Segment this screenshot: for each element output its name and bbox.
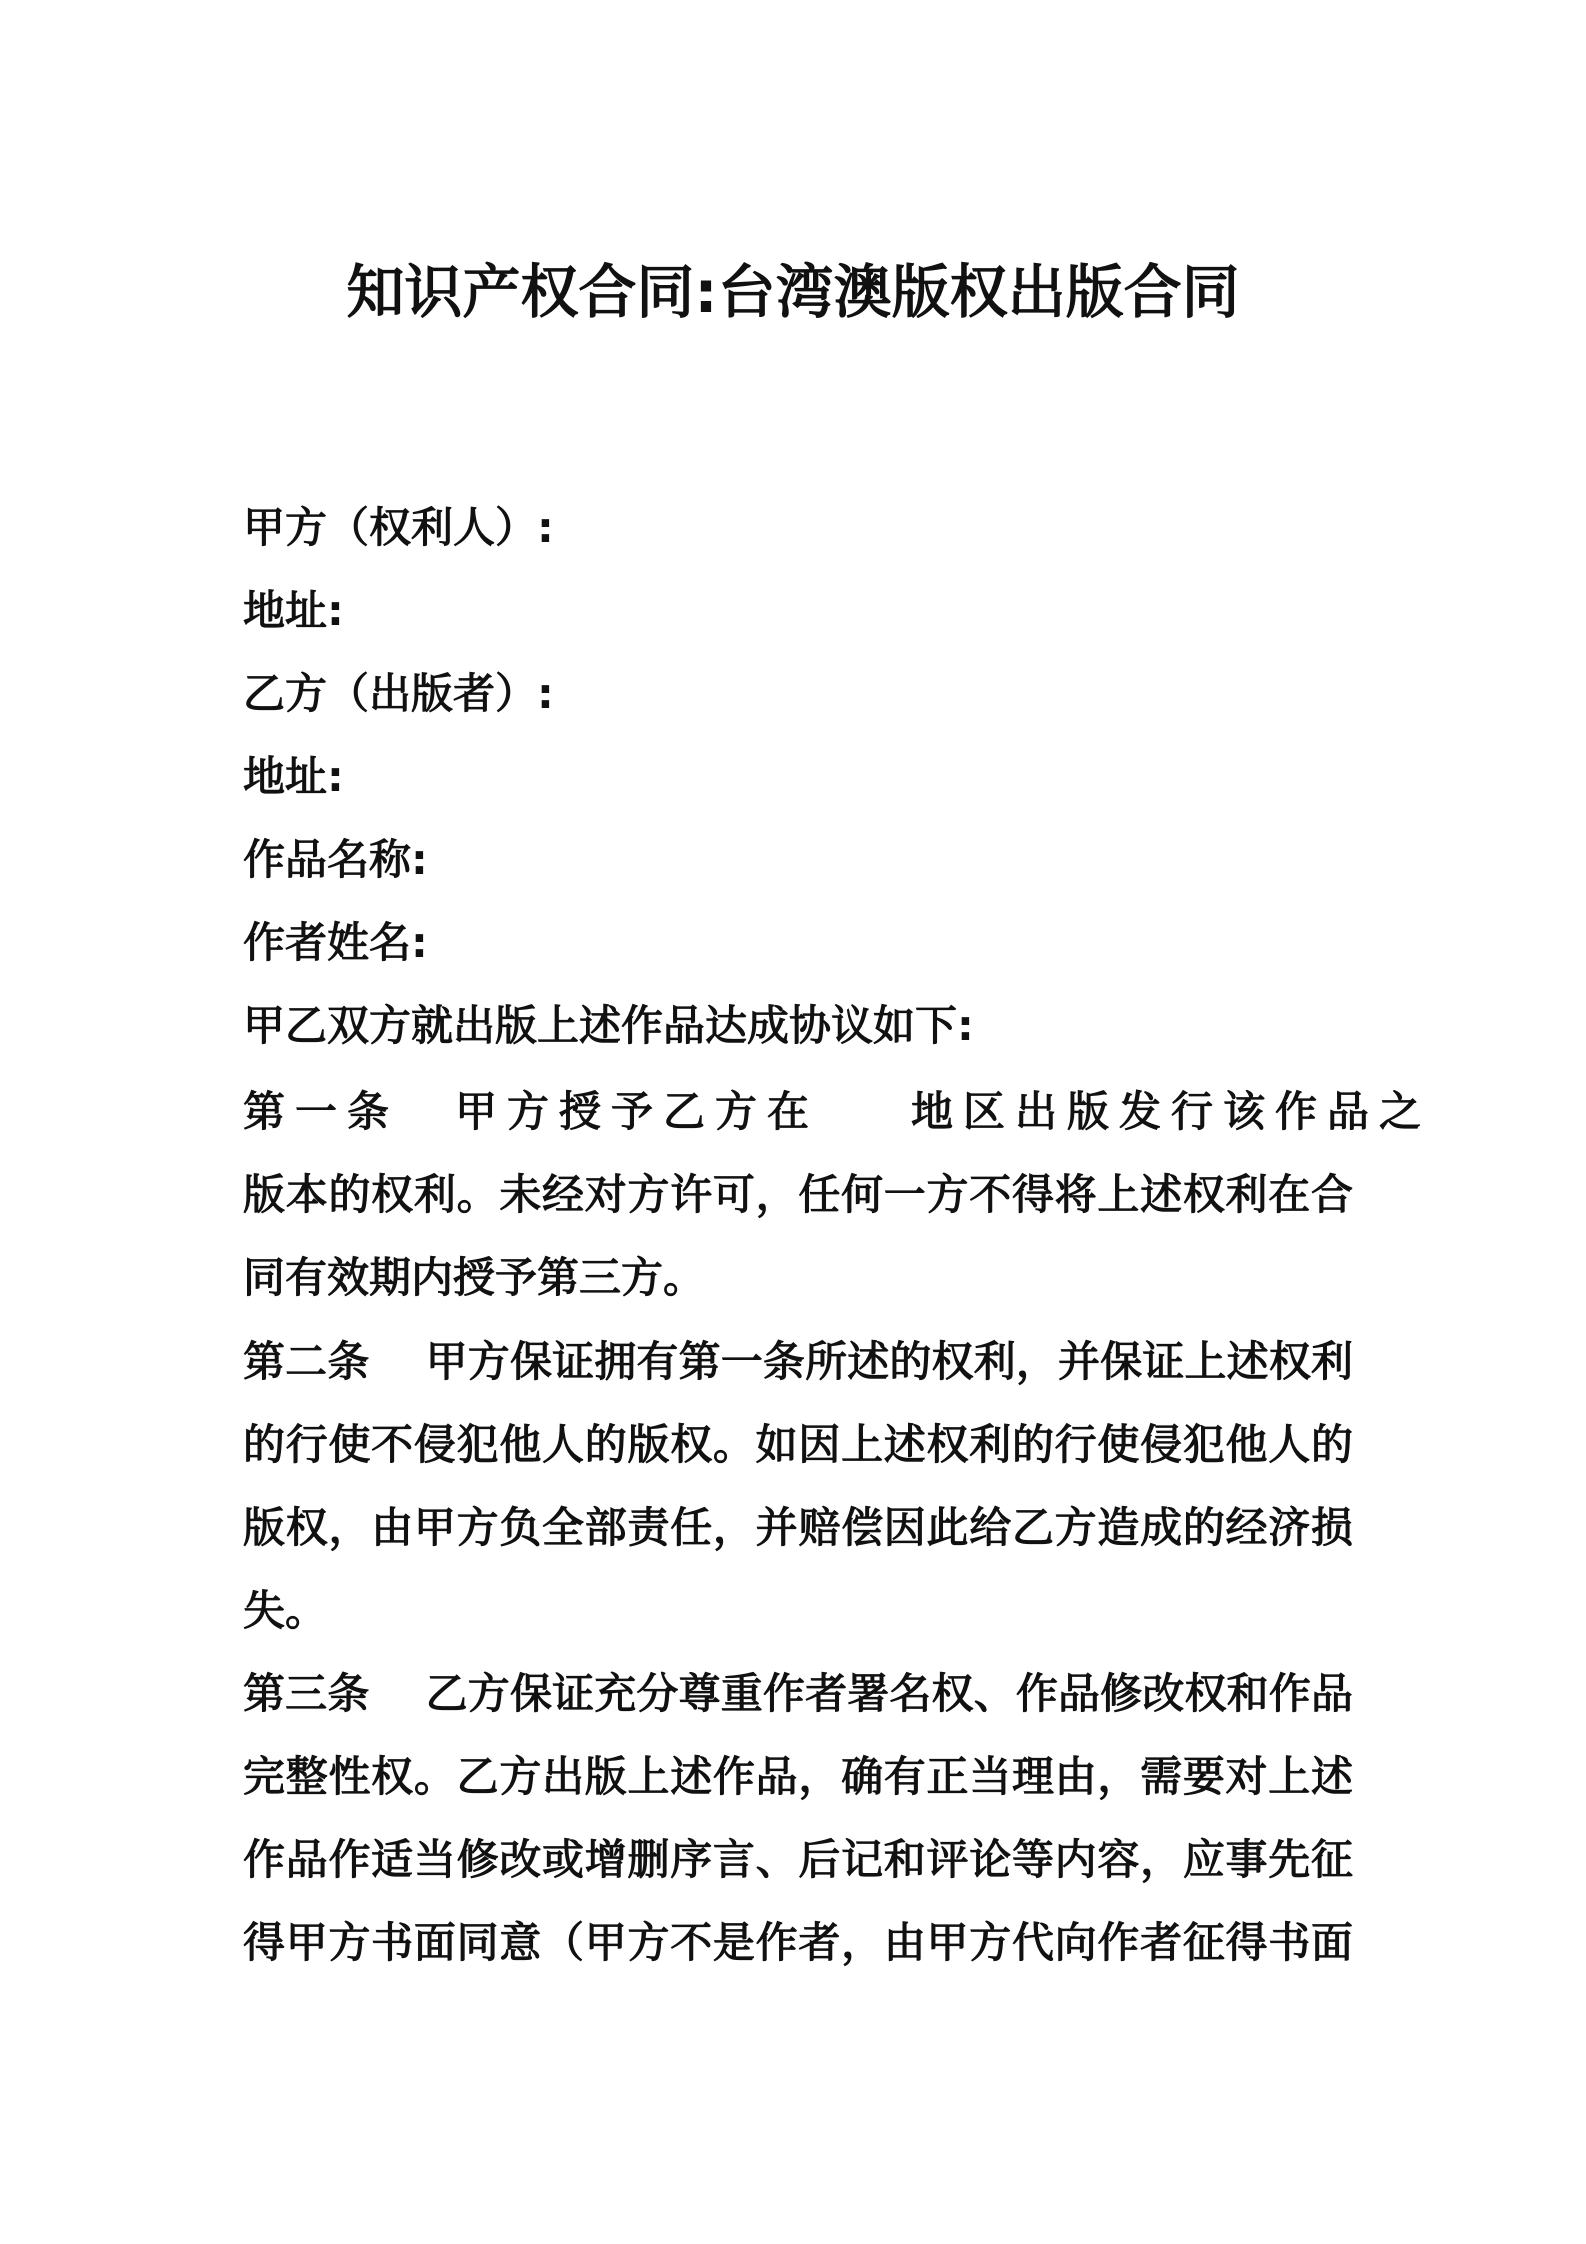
- article-2: [243, 1320, 1353, 1652]
- article-2-line-1: [243, 1320, 1353, 1403]
- article-3-line-1: [243, 1652, 1353, 1735]
- article-1-text-b: 地区出版发行该作品之: [911, 1087, 1432, 1136]
- article-3-text-1: 乙方保证充分尊重作者署名权、作品修改权和作品: [425, 1669, 1353, 1718]
- field-party-b: 乙方（出版者）:: [243, 669, 554, 718]
- article-3: [243, 1652, 1353, 1984]
- article-1-text-a: 甲方授予乙方在: [455, 1087, 820, 1136]
- article-2-line-4: 失。: [243, 1586, 328, 1635]
- field-party-b-address: 地址:: [243, 752, 344, 801]
- article-1-line-3: 同有效期内授予第三方。: [243, 1253, 706, 1302]
- article-1: [243, 1070, 1432, 1319]
- article-1-line-2: 版本的权利。未经对方许可，任何一方不得将上述权利在合: [243, 1170, 1353, 1219]
- article-2-text-1: 甲方保证拥有第一条所述的权利，并保证上述权利: [425, 1337, 1353, 1386]
- agreement-intro: 甲乙双方就出版上述作品达成协议如下:: [243, 1001, 974, 1050]
- article-3-line-2: 完整性权。乙方出版上述作品，确有正当理由，需要对上述: [243, 1752, 1353, 1801]
- field-work-title: 作品名称:: [243, 835, 428, 884]
- article-3-line-3: 作品作适当修改或增删序言、后记和评论等内容，应事先征: [243, 1835, 1353, 1884]
- article-2-line-3: 版权，由甲方负全部责任，并赔偿因此给乙方造成的经济损: [243, 1503, 1353, 1552]
- field-party-a-address: 地址:: [243, 586, 344, 635]
- article-1-heading: 第一条: [243, 1087, 400, 1136]
- article-2-heading: 第二条: [243, 1337, 370, 1386]
- article-1-line-1: [243, 1070, 1432, 1153]
- article-3-line-4: 得甲方书面同意（甲方不是作者，由甲方代向作者征得书面: [243, 1918, 1353, 1967]
- document-title: 知识产权合同:台湾澳版权出版合同: [346, 258, 1240, 326]
- field-party-a: 甲方（权利人）:: [243, 503, 554, 552]
- article-2-line-2: 的行使不侵犯他人的版权。如因上述权利的行使侵犯他人的: [243, 1420, 1353, 1469]
- field-author-name: 作者姓名:: [243, 918, 428, 967]
- article-3-heading: 第三条: [243, 1669, 370, 1718]
